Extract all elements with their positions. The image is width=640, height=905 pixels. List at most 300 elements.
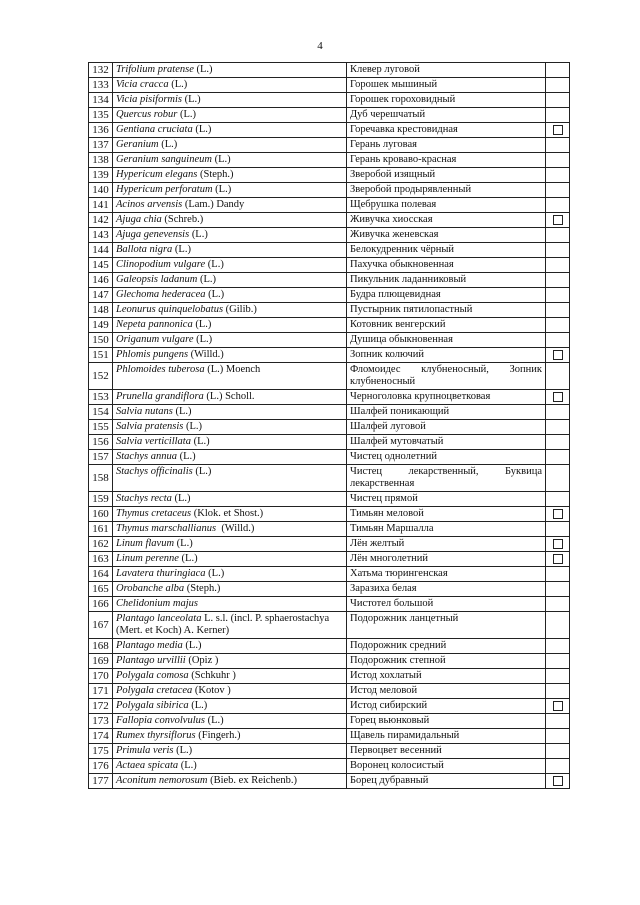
table-row: [89, 213, 570, 228]
latin-author: (L.): [205, 289, 225, 300]
row-number: 151: [89, 348, 113, 363]
russian-name: Лён многолетний: [347, 552, 546, 567]
table-row: [89, 492, 570, 507]
checkbox-icon: [553, 701, 563, 711]
russian-name: Горошек гороховидный: [347, 93, 546, 108]
latin-name: Polygala comosa: [116, 670, 189, 681]
row-number: 174: [89, 729, 113, 744]
latin-name-cell: [113, 774, 347, 789]
row-number: 167: [89, 612, 113, 639]
latin-name-cell: [113, 684, 347, 699]
russian-name: Борец дубравный: [347, 774, 546, 789]
latin-author: (L.): [172, 244, 191, 255]
table-row: [89, 699, 570, 714]
table-row: [89, 183, 570, 198]
row-number: 146: [89, 273, 113, 288]
row-number: 168: [89, 639, 113, 654]
table-row: [89, 108, 570, 123]
checkbox-icon: [553, 554, 563, 564]
checkbox-icon: [553, 776, 563, 786]
latin-name: Geranium sanguineum: [116, 154, 212, 165]
latin-author: (L.): [188, 700, 208, 711]
latin-author: (L.): [172, 406, 192, 417]
russian-name: Клевер луговой: [347, 63, 546, 78]
latin-name-cell: [113, 273, 347, 288]
latin-name: Phlomoides tuberosa: [116, 364, 205, 375]
mark-cell: [546, 405, 570, 420]
latin-name: Polygala sibirica: [116, 700, 189, 711]
latin-author: (L.): [176, 451, 196, 462]
latin-name: Primula veris: [116, 745, 174, 756]
latin-author: (L.): [192, 319, 212, 330]
latin-author: (Lam.) Dandy: [182, 199, 245, 210]
latin-name: Gentiana cruciata: [116, 124, 193, 135]
mark-cell: [546, 303, 570, 318]
latin-name-cell: [113, 582, 347, 597]
table-row: [89, 228, 570, 243]
latin-name: Vicia cracca: [116, 79, 169, 90]
russian-name: Щавель пирамидальный: [347, 729, 546, 744]
russian-name: Живучка женевская: [347, 228, 546, 243]
russian-name: Шалфей луговой: [347, 420, 546, 435]
latin-author: (L.): [182, 640, 202, 651]
latin-author: (Willd.): [216, 523, 255, 534]
latin-name-cell: [113, 108, 347, 123]
row-number: 142: [89, 213, 113, 228]
row-number: 147: [89, 288, 113, 303]
latin-name-cell: [113, 183, 347, 198]
russian-name: Шалфей мутовчатый: [347, 435, 546, 450]
latin-name-cell: [113, 333, 347, 348]
russian-name: Котовник венгерский: [347, 318, 546, 333]
row-number: 152: [89, 363, 113, 390]
row-number: 148: [89, 303, 113, 318]
row-number: 133: [89, 78, 113, 93]
latin-name-cell: [113, 612, 347, 639]
russian-name: Лён желтый: [347, 537, 546, 552]
latin-name-cell: [113, 228, 347, 243]
russian-name: Зопник колючий: [347, 348, 546, 363]
mark-cell: [546, 273, 570, 288]
row-number: 136: [89, 123, 113, 138]
latin-name: Vicia pisiformis: [116, 94, 183, 105]
latin-author: (L.): [212, 184, 232, 195]
table-row: [89, 390, 570, 405]
mark-cell: [546, 537, 570, 552]
latin-name: Quercus robur: [116, 109, 178, 120]
mark-cell: [546, 258, 570, 273]
latin-author: (L.): [205, 259, 224, 270]
latin-name: Orobanche alba: [116, 583, 185, 594]
row-number: 141: [89, 198, 113, 213]
latin-author: (Bieb. ex Reichenb.): [207, 775, 297, 786]
mark-cell: [546, 213, 570, 228]
latin-name: Chelidonium majus: [116, 598, 198, 609]
latin-name-cell: [113, 213, 347, 228]
latin-name: Linum perenne: [116, 553, 179, 564]
row-number: 154: [89, 405, 113, 420]
table-row: [89, 537, 570, 552]
latin-name-cell: [113, 654, 347, 669]
latin-name-cell: [113, 744, 347, 759]
latin-name-cell: [113, 537, 347, 552]
latin-name: Ajuga chia: [116, 214, 162, 225]
checkbox-icon: [553, 392, 563, 402]
row-number: 172: [89, 699, 113, 714]
latin-name-cell: [113, 288, 347, 303]
table-row: [89, 684, 570, 699]
latin-author: (Schreb.): [161, 214, 204, 225]
latin-name: Linum flavum: [116, 538, 175, 549]
table-row: [89, 153, 570, 168]
row-number: 165: [89, 582, 113, 597]
row-number: 158: [89, 465, 113, 492]
russian-name: Дуб черешчатый: [347, 108, 546, 123]
russian-name: Истод меловой: [347, 684, 546, 699]
row-number: 159: [89, 492, 113, 507]
row-number: 160: [89, 507, 113, 522]
table-row: [89, 333, 570, 348]
latin-name-cell: [113, 450, 347, 465]
table-row: [89, 363, 570, 390]
latin-author: (Steph.): [184, 583, 221, 594]
table-row: [89, 714, 570, 729]
latin-name: Acinos arvensis: [116, 199, 183, 210]
mark-cell: [546, 243, 570, 258]
russian-name: Горечавка крестовидная: [347, 123, 546, 138]
row-number: 143: [89, 228, 113, 243]
checkbox-icon: [553, 215, 563, 225]
mark-cell: [546, 567, 570, 582]
row-number: 175: [89, 744, 113, 759]
russian-name: Пустырник пятилопастный: [347, 303, 546, 318]
mark-cell: [546, 465, 570, 492]
mark-cell: [546, 333, 570, 348]
table-row: [89, 522, 570, 537]
latin-name: Aconitum nemorosum: [116, 775, 208, 786]
species-table-body: [89, 63, 570, 789]
latin-author: (L.): [171, 493, 191, 504]
mark-cell: [546, 78, 570, 93]
mark-cell: [546, 123, 570, 138]
russian-name: Чистотел большой: [347, 597, 546, 612]
latin-author: (Fingerh.): [195, 730, 241, 741]
russian-name: Чистец однолетний: [347, 450, 546, 465]
mark-cell: [546, 93, 570, 108]
table-row: [89, 567, 570, 582]
russian-name: Чистец лекарственный, Буквица лекарственная: [347, 465, 546, 492]
row-number: 156: [89, 435, 113, 450]
table-row: [89, 507, 570, 522]
row-number: 140: [89, 183, 113, 198]
table-row: [89, 450, 570, 465]
checkbox-icon: [553, 539, 563, 549]
latin-author: (L.): [182, 94, 201, 105]
latin-name: Fallopia convolvulus: [116, 715, 205, 726]
mark-cell: [546, 582, 570, 597]
russian-name: Воронец колосистый: [347, 759, 546, 774]
latin-name: Actaea spicata: [116, 760, 179, 771]
mark-cell: [546, 168, 570, 183]
latin-name-cell: [113, 699, 347, 714]
table-row: [89, 288, 570, 303]
row-number: 150: [89, 333, 113, 348]
mark-cell: [546, 684, 570, 699]
mark-cell: [546, 198, 570, 213]
latin-author: (L.): [204, 715, 224, 726]
latin-author: (Kotov ): [192, 685, 231, 696]
table-row: [89, 198, 570, 213]
russian-name: Горец вьюнковый: [347, 714, 546, 729]
latin-name: Hypericum perforatum: [116, 184, 213, 195]
latin-name-cell: [113, 639, 347, 654]
table-row: [89, 273, 570, 288]
mark-cell: [546, 435, 570, 450]
latin-name-cell: [113, 258, 347, 273]
row-number: 170: [89, 669, 113, 684]
latin-name-cell: [113, 522, 347, 537]
row-number: 161: [89, 522, 113, 537]
row-number: 153: [89, 390, 113, 405]
latin-author: (Gilib.): [223, 304, 257, 315]
latin-author: (L.): [205, 568, 225, 579]
russian-name: Истод хохлатый: [347, 669, 546, 684]
row-number: 132: [89, 63, 113, 78]
latin-name: Clinopodium vulgare: [116, 259, 206, 270]
latin-author: (Willd.): [188, 349, 224, 360]
checkbox-icon: [553, 125, 563, 135]
mark-cell: [546, 654, 570, 669]
latin-name: Stachys officinalis: [116, 466, 193, 477]
row-number: 164: [89, 567, 113, 582]
latin-name-cell: [113, 759, 347, 774]
latin-name: Polygala cretacea: [116, 685, 193, 696]
table-row: [89, 774, 570, 789]
table-row: [89, 759, 570, 774]
row-number: 137: [89, 138, 113, 153]
latin-name-cell: [113, 507, 347, 522]
mark-cell: [546, 744, 570, 759]
latin-author: (L.): [178, 553, 198, 564]
mark-cell: [546, 522, 570, 537]
latin-name-cell: [113, 390, 347, 405]
row-number: 145: [89, 258, 113, 273]
table-row: [89, 123, 570, 138]
table-row: [89, 744, 570, 759]
row-number: 176: [89, 759, 113, 774]
table-row: [89, 465, 570, 492]
table-row: [89, 78, 570, 93]
russian-name: Пикульник ладанниковый: [347, 273, 546, 288]
latin-author: (L.): [158, 139, 178, 150]
row-number: 155: [89, 420, 113, 435]
latin-author: (L.): [174, 538, 193, 549]
russian-name: Тимьян меловой: [347, 507, 546, 522]
latin-name: Plantago lanceolata: [116, 613, 202, 624]
table-row: [89, 93, 570, 108]
mark-cell: [546, 63, 570, 78]
latin-name-cell: [113, 318, 347, 333]
latin-name-cell: [113, 348, 347, 363]
russian-name: Щебрушка полевая: [347, 198, 546, 213]
mark-cell: [546, 774, 570, 789]
mark-cell: [546, 714, 570, 729]
latin-name-cell: [113, 153, 347, 168]
mark-cell: [546, 759, 570, 774]
latin-author: (Klok. et Shost.): [191, 508, 264, 519]
mark-cell: [546, 507, 570, 522]
latin-author: (L.): [177, 109, 197, 120]
russian-name: Подорожник ланцетный: [347, 612, 546, 639]
latin-name-cell: [113, 168, 347, 183]
row-number: 171: [89, 684, 113, 699]
table-row: [89, 552, 570, 567]
mark-cell: [546, 492, 570, 507]
latin-author: (L.) Moench: [204, 364, 261, 375]
russian-name: Тимьян Маршалла: [347, 522, 546, 537]
latin-name-cell: [113, 552, 347, 567]
russian-name: Истод сибирский: [347, 699, 546, 714]
latin-name: Ballota nigra: [116, 244, 173, 255]
russian-name: Зверобой продырявленный: [347, 183, 546, 198]
russian-name: Белокудренник чёрный: [347, 243, 546, 258]
row-number: 135: [89, 108, 113, 123]
row-number: 134: [89, 93, 113, 108]
row-number: 163: [89, 552, 113, 567]
mark-cell: [546, 363, 570, 390]
row-number: 139: [89, 168, 113, 183]
table-row: [89, 435, 570, 450]
table-row: [89, 612, 570, 639]
mark-cell: [546, 597, 570, 612]
mark-cell: [546, 552, 570, 567]
latin-name: Rumex thyrsiflorus: [116, 730, 196, 741]
latin-name: Origanum vulgare: [116, 334, 194, 345]
russian-name: Хатьма тюрингенская: [347, 567, 546, 582]
latin-author: (Steph.): [197, 169, 234, 180]
table-row: [89, 669, 570, 684]
latin-author: (L.) Scholl.: [203, 391, 255, 402]
latin-name: Glechoma hederacea: [116, 289, 206, 300]
latin-author: (L.): [192, 124, 212, 135]
latin-name: Hypericum elegans: [116, 169, 198, 180]
latin-author: (Opiz ): [185, 655, 219, 666]
table-row: [89, 597, 570, 612]
latin-name-cell: [113, 420, 347, 435]
row-number: 169: [89, 654, 113, 669]
checkbox-icon: [553, 509, 563, 519]
latin-name: Plantago urvillii: [116, 655, 186, 666]
mark-cell: [546, 183, 570, 198]
latin-author: (L.): [192, 466, 212, 477]
row-number: 149: [89, 318, 113, 333]
latin-name-cell: [113, 597, 347, 612]
latin-name: Nepeta pannonica: [116, 319, 193, 330]
latin-author: (L.): [197, 274, 217, 285]
row-number: 166: [89, 597, 113, 612]
table-row: [89, 303, 570, 318]
russian-name: Подорожник средний: [347, 639, 546, 654]
mark-cell: [546, 420, 570, 435]
latin-name-cell: [113, 405, 347, 420]
latin-name-cell: [113, 465, 347, 492]
mark-cell: [546, 228, 570, 243]
latin-name: Stachys annua: [116, 451, 177, 462]
latin-name: Lavatera thuringiaca: [116, 568, 206, 579]
latin-name: Galeopsis ladanum: [116, 274, 198, 285]
latin-name: Thymus marschallianus: [116, 523, 217, 534]
latin-author: (L.): [211, 154, 231, 165]
latin-name-cell: [113, 567, 347, 582]
mark-cell: [546, 153, 570, 168]
latin-author: (L.): [190, 436, 210, 447]
latin-name: Phlomis pungens: [116, 349, 189, 360]
russian-name: Душица обыкновенная: [347, 333, 546, 348]
row-number: 144: [89, 243, 113, 258]
table-row: [89, 639, 570, 654]
latin-author: (L.): [178, 760, 197, 771]
mark-cell: [546, 318, 570, 333]
latin-author: (L.): [193, 334, 213, 345]
latin-name-cell: [113, 492, 347, 507]
species-table: [88, 62, 570, 789]
russian-name: Заразиха белая: [347, 582, 546, 597]
latin-author: (L.): [193, 64, 213, 75]
latin-name: Stachys recta: [116, 493, 172, 504]
latin-name-cell: [113, 63, 347, 78]
latin-name: Leonurus quinquelobatus: [116, 304, 224, 315]
latin-name-cell: [113, 363, 347, 390]
russian-name: Герань кроваво-красная: [347, 153, 546, 168]
latin-name-cell: [113, 78, 347, 93]
mark-cell: [546, 348, 570, 363]
russian-name: Живучка хиосская: [347, 213, 546, 228]
mark-cell: [546, 390, 570, 405]
table-row: [89, 243, 570, 258]
row-number: 162: [89, 537, 113, 552]
russian-name: Черноголовка крупноцветковая: [347, 390, 546, 405]
mark-cell: [546, 639, 570, 654]
latin-name-cell: [113, 669, 347, 684]
table-row: [89, 654, 570, 669]
checkbox-icon: [553, 350, 563, 360]
table-row: [89, 318, 570, 333]
table-row: [89, 348, 570, 363]
mark-cell: [546, 450, 570, 465]
latin-name: Geranium: [116, 139, 159, 150]
latin-author: (Schkuhr ): [188, 670, 236, 681]
latin-name-cell: [113, 93, 347, 108]
russian-name: Зверобой изящный: [347, 168, 546, 183]
latin-name: Salvia pratensis: [116, 421, 184, 432]
russian-name: Будра плющевидная: [347, 288, 546, 303]
mark-cell: [546, 138, 570, 153]
russian-name: Чистец прямой: [347, 492, 546, 507]
row-number: 177: [89, 774, 113, 789]
table-row: [89, 168, 570, 183]
latin-name-cell: [113, 714, 347, 729]
latin-name-cell: [113, 138, 347, 153]
russian-name: Пахучка обыкновенная: [347, 258, 546, 273]
mark-cell: [546, 669, 570, 684]
latin-name: Trifolium pratense: [116, 64, 194, 75]
table-row: [89, 420, 570, 435]
latin-author: L. s.l. (incl. P. sphaerostachya (Mert. et Koch) A. Kerner): [116, 613, 332, 636]
russian-name: Шалфей поникающий: [347, 405, 546, 420]
latin-author: (L.): [183, 421, 203, 432]
table-row: [89, 729, 570, 744]
table-row: [89, 138, 570, 153]
